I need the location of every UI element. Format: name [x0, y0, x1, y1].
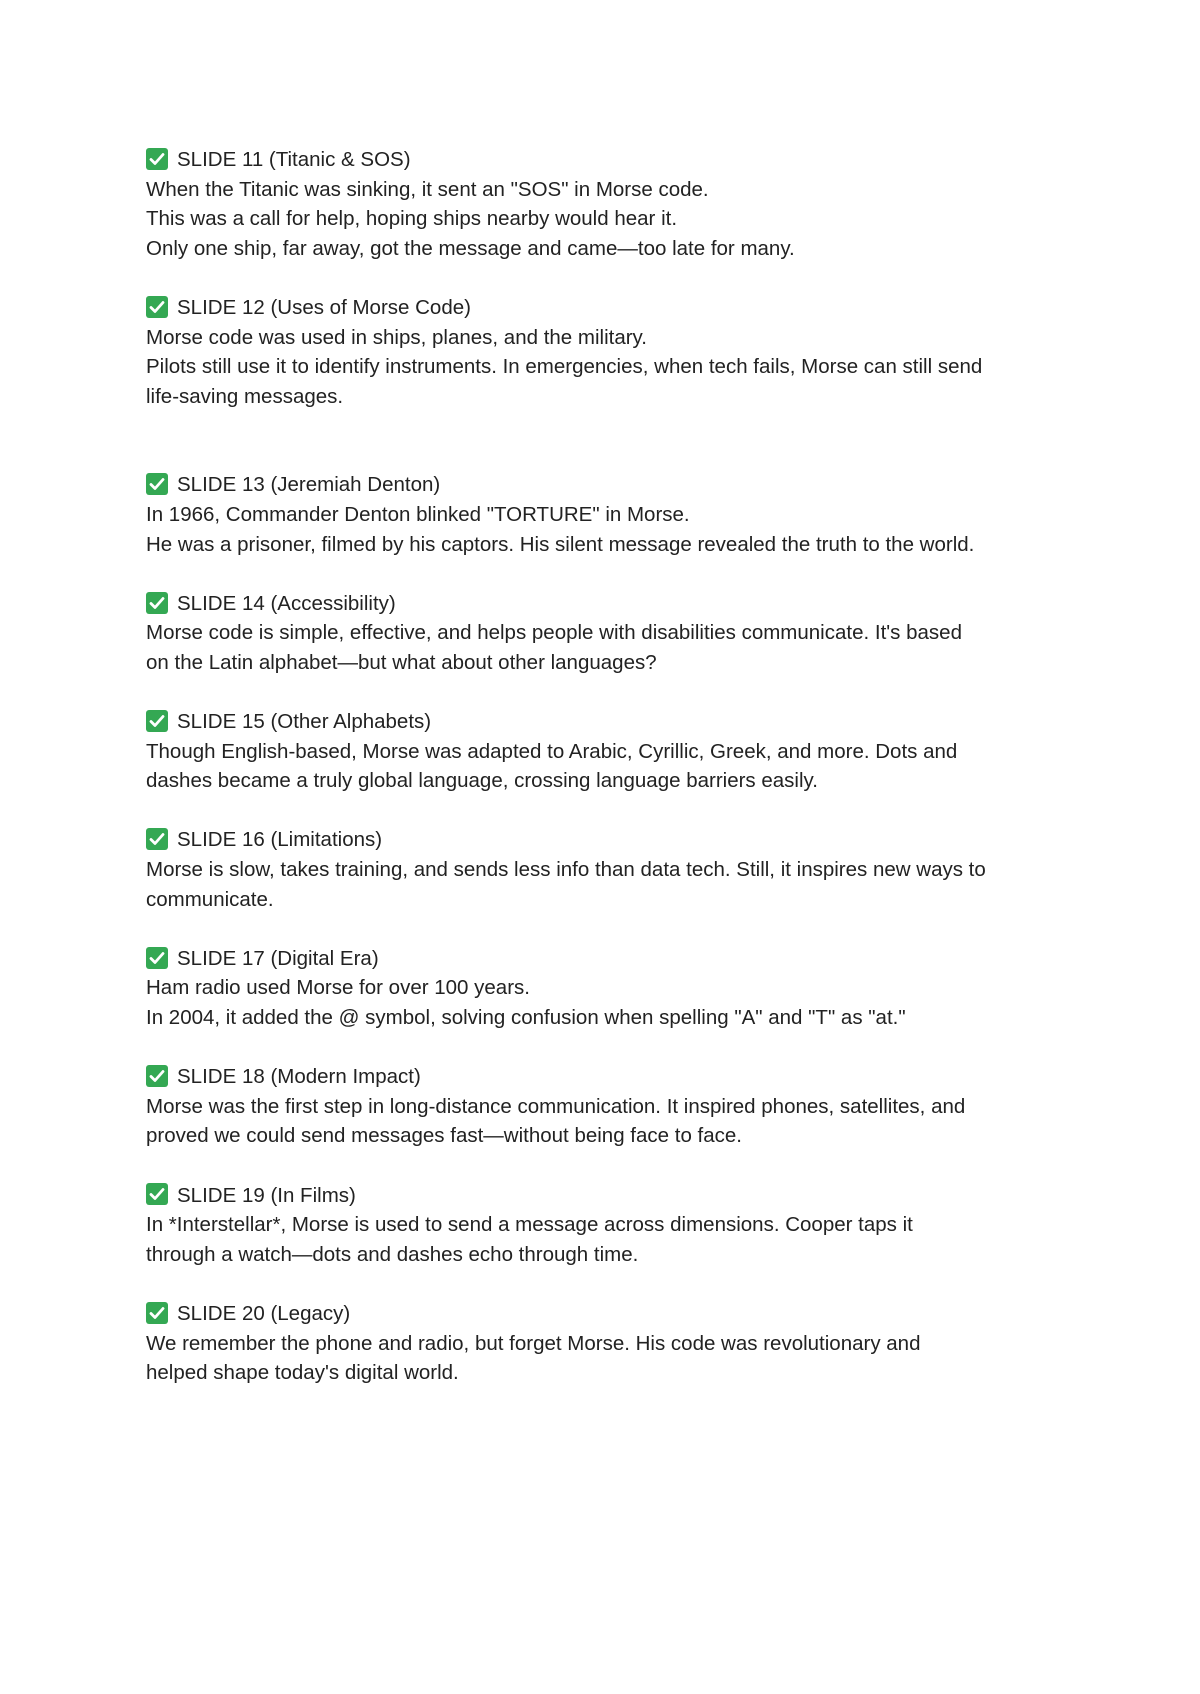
- slide-16-section: [146, 825, 1086, 914]
- check-mark-icon: [146, 148, 168, 170]
- body-line: Morse is slow, takes training, and sends less info than data tech. Still, it inspires new ways to: [146, 858, 986, 882]
- slide-heading-text: SLIDE 20 (Legacy): [177, 1301, 351, 1325]
- body-line: In 2004, it added the @ symbol, solving confusion when spelling "A" and "T" as "at.": [146, 1006, 906, 1030]
- check-mark-icon: [146, 1065, 168, 1087]
- body-line: Pilots still use it to identify instruments. In emergencies, when tech fails, Morse can still send: [146, 355, 983, 379]
- slide-heading-text: SLIDE 17 (Digital Era): [177, 946, 379, 970]
- slide-heading-text: SLIDE 12 (Uses of Morse Code): [177, 295, 471, 319]
- slide-heading: [146, 145, 1086, 175]
- body-line: through a watch—dots and dashes echo through time.: [146, 1242, 639, 1266]
- body-line: proved we could send messages fast—without being face to face.: [146, 1124, 742, 1148]
- slide-20-section: [146, 1299, 1086, 1388]
- body-line: Ham radio used Morse for over 100 years.: [146, 976, 530, 1000]
- slide-heading: [146, 944, 1086, 974]
- body-line: Morse was the first step in long-distance communication. It inspired phones, satellites, and: [146, 1094, 966, 1118]
- body-line: Only one ship, far away, got the message and came—too late for many.: [146, 236, 795, 260]
- body-line: dashes became a truly global language, crossing language barriers easily.: [146, 769, 818, 793]
- body-line: In *Interstellar*, Morse is used to send a message across dimensions. Cooper taps it: [146, 1213, 913, 1237]
- body-line: We remember the phone and radio, but forget Morse. His code was revolutionary and: [146, 1331, 921, 1355]
- slide-heading-text: SLIDE 19 (In Films): [177, 1183, 356, 1207]
- body-line: Morse code was used in ships, planes, and the military.: [146, 325, 647, 349]
- slide-heading: [146, 825, 1086, 855]
- slide-heading-text: SLIDE 15 (Other Alphabets): [177, 710, 432, 734]
- check-mark-icon: [146, 1183, 168, 1205]
- body-line: communicate.: [146, 887, 274, 911]
- body-line: Though English-based, Morse was adapted to Arabic, Cyrillic, Greek, and more. Dots and: [146, 739, 958, 763]
- slide-heading: [146, 589, 1086, 619]
- check-mark-icon: [146, 947, 168, 969]
- body-line: In 1966, Commander Denton blinked "TORTURE" in Morse.: [146, 502, 690, 526]
- slide-heading: [146, 1181, 1086, 1211]
- slide-heading-text: SLIDE 13 (Jeremiah Denton): [177, 473, 441, 497]
- check-mark-icon: [146, 592, 168, 614]
- slide-13-section: [146, 470, 1086, 559]
- slide-heading: [146, 470, 1086, 500]
- slide-heading-text: SLIDE 11 (Titanic & SOS): [177, 148, 411, 171]
- check-mark-icon: [146, 828, 168, 850]
- check-mark-icon: [146, 473, 168, 495]
- slide-14-section: [146, 589, 1086, 678]
- body-line: He was a prisoner, filmed by his captors. His silent message revealed the truth to the world.: [146, 532, 975, 556]
- body-line: This was a call for help, hoping ships nearby would hear it.: [146, 207, 678, 231]
- body-line: life-saving messages.: [146, 384, 344, 408]
- slide-heading-text: SLIDE 18 (Modern Impact): [177, 1065, 421, 1089]
- slide-11-section: [146, 145, 1086, 263]
- slide-heading-text: SLIDE 14 (Accessibility): [177, 591, 396, 615]
- slide-19-section: [146, 1181, 1086, 1270]
- slide-15-section: [146, 707, 1086, 796]
- check-mark-icon: [146, 296, 168, 318]
- slide-heading: [146, 1299, 1086, 1329]
- body-line: on the Latin alphabet—but what about other languages?: [146, 650, 657, 674]
- body-line: helped shape today's digital world.: [146, 1361, 459, 1385]
- slide-17-section: [146, 944, 1086, 1033]
- check-mark-icon: [146, 1302, 168, 1324]
- body-line: When the Titanic was sinking, it sent an "SOS" in Morse code.: [146, 177, 709, 201]
- slide-18-section: [146, 1062, 1086, 1151]
- slide-heading-text: SLIDE 16 (Limitations): [177, 828, 383, 852]
- check-mark-icon: [146, 710, 168, 732]
- document-page: [146, 145, 1086, 1388]
- slide-heading: [146, 1062, 1086, 1092]
- body-line: Morse code is simple, effective, and helps people with disabilities communicate. It's based: [146, 621, 962, 645]
- slide-heading: [146, 293, 1086, 323]
- slide-heading: [146, 707, 1086, 737]
- slide-12-section: [146, 293, 1086, 411]
